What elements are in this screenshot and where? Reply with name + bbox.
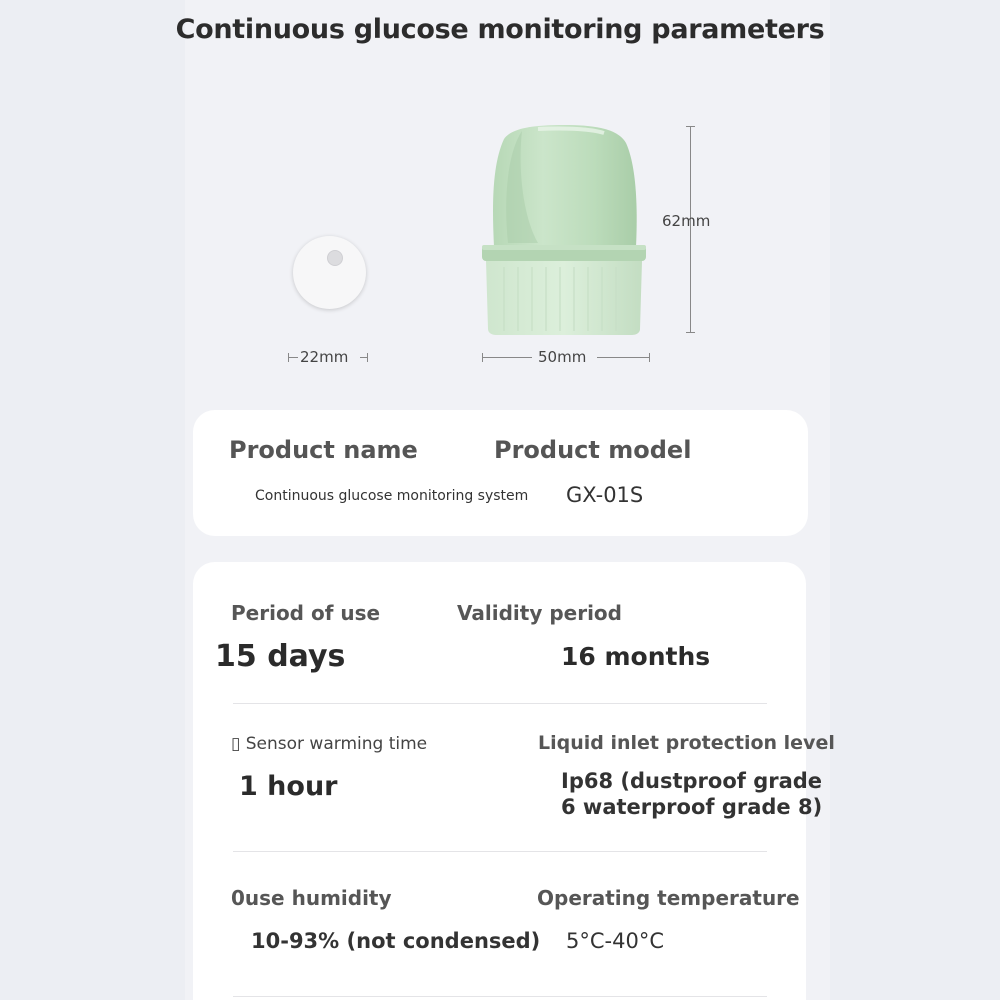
divider [233, 703, 767, 704]
device-dimension-line-right [597, 357, 650, 358]
disc-dimension-cap-right [367, 353, 368, 362]
device-dimension-label: 50mm [538, 348, 587, 366]
product-info-card [193, 410, 808, 536]
protection-level-label: Liquid inlet protection level [538, 732, 835, 754]
divider [233, 851, 767, 852]
product-name-label: Product name [229, 436, 418, 464]
sensor-warming-time-value: 1 hour [239, 771, 338, 802]
product-name-value: Continuous glucose monitoring system [255, 488, 529, 504]
page-title: Continuous glucose monitoring parameters [175, 14, 825, 45]
protection-level-value-line1: Ip68 (dustproof grade [561, 769, 823, 793]
operating-temperature-label: Operating temperature [537, 886, 800, 910]
humidity-label: 0use humidity [231, 886, 392, 910]
product-model-label: Product model [494, 436, 692, 464]
protection-level-value-line2: 6 waterproof grade 8) [561, 795, 823, 819]
height-dimension-cap-bottom [686, 332, 695, 333]
period-of-use-value: 15 days [215, 639, 346, 674]
device-dimension-line-left [482, 357, 532, 358]
disc-dimension-label: 22mm [300, 348, 349, 366]
divider [233, 996, 767, 997]
sensor-disc-center [327, 250, 343, 266]
height-dimension-cap-top [686, 126, 695, 127]
device-dimension-cap-left [482, 353, 483, 362]
applicator-device-image [478, 125, 650, 337]
sensor-disc-image [293, 236, 366, 309]
validity-period-value: 16 months [561, 642, 711, 671]
disc-dimension-line-left [288, 357, 298, 358]
disc-dimension-cap-left [288, 353, 289, 362]
product-model-value: GX-01S [566, 483, 644, 507]
period-of-use-label: Period of use [231, 601, 381, 625]
humidity-value: 10-93% (not condensed) [251, 929, 541, 953]
height-dimension-label: 62mm [662, 212, 711, 230]
validity-period-label: Validity period [457, 601, 622, 625]
operating-temperature-value: 5°C-40°C [566, 929, 664, 953]
device-dimension-cap-right [649, 353, 650, 362]
sensor-warming-time-label: ▯ Sensor warming time [231, 734, 428, 754]
